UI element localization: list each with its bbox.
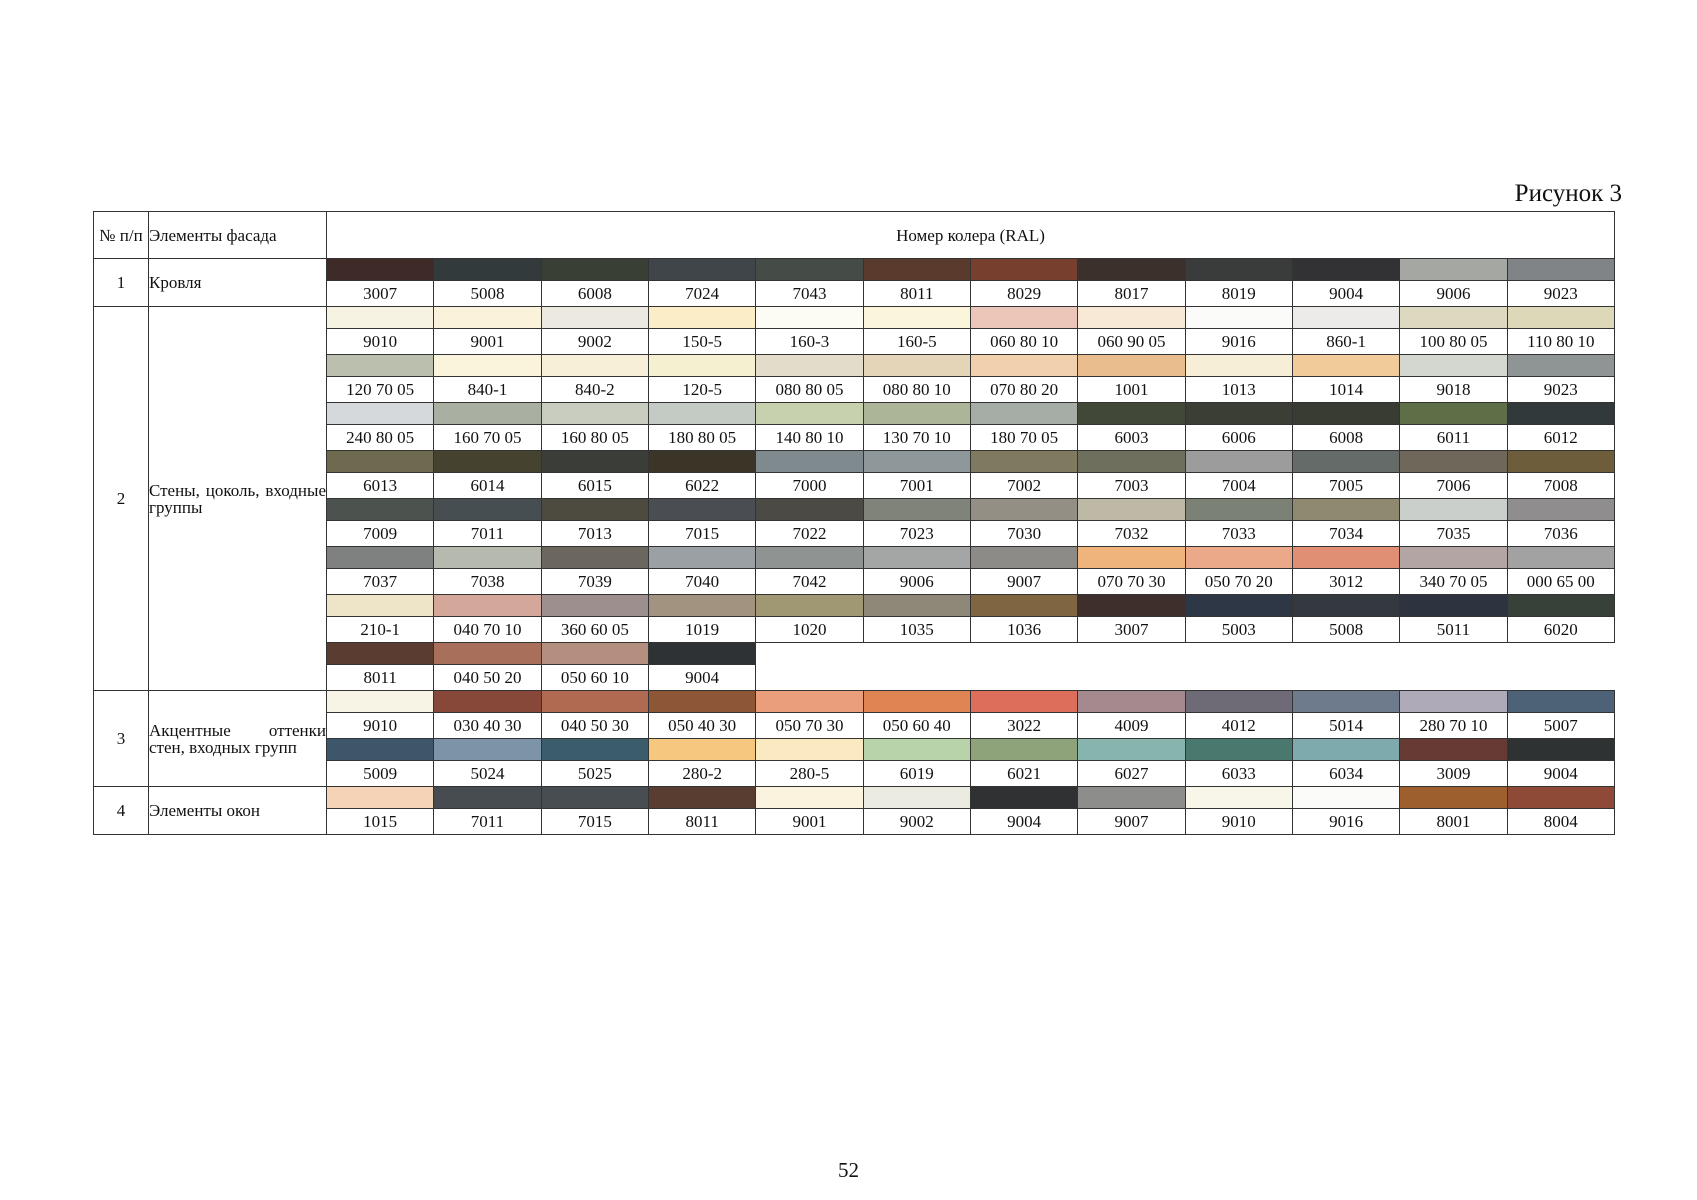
color-swatch: [541, 307, 648, 329]
ral-code: 9002: [541, 329, 648, 355]
ral-code: 5007: [1507, 713, 1614, 739]
ral-code: 7000: [756, 473, 863, 499]
group-number: 4: [94, 787, 149, 835]
color-swatch: [648, 547, 755, 569]
ral-code: 7023: [863, 521, 970, 547]
ral-code: 9010: [327, 713, 434, 739]
ral-code: 4012: [1185, 713, 1292, 739]
color-swatch: [1078, 355, 1185, 377]
ral-code: 280-2: [648, 761, 755, 787]
color-swatch: [434, 547, 541, 569]
ral-code: 6021: [970, 761, 1077, 787]
color-swatch: [434, 691, 541, 713]
color-swatch: [1078, 787, 1185, 809]
color-swatch: [1292, 547, 1399, 569]
ral-code: 5008: [1292, 617, 1399, 643]
color-swatch: [541, 547, 648, 569]
color-swatch: [970, 259, 1077, 281]
color-swatch: [756, 547, 863, 569]
ral-code: 7030: [970, 521, 1077, 547]
color-swatch: [1507, 451, 1614, 473]
color-swatch: [327, 595, 434, 617]
ral-code: 040 50 20: [434, 665, 541, 691]
ral-code: 080 80 10: [863, 377, 970, 403]
ral-code: 7035: [1400, 521, 1507, 547]
color-swatch: [970, 307, 1077, 329]
color-swatch: [1400, 547, 1507, 569]
ral-code: 340 70 05: [1400, 569, 1507, 595]
ral-code: 7003: [1078, 473, 1185, 499]
ral-code: 6020: [1507, 617, 1614, 643]
color-swatch: [1400, 691, 1507, 713]
group-title: Акцентные оттенки стен, входных групп: [149, 691, 327, 787]
color-swatch: [648, 691, 755, 713]
color-swatch: [1292, 787, 1399, 809]
color-swatch: [1400, 403, 1507, 425]
ral-code: 8029: [970, 281, 1077, 307]
color-swatch: [1185, 547, 1292, 569]
ral-code: 4009: [1078, 713, 1185, 739]
color-swatch: [1400, 787, 1507, 809]
color-swatch: [970, 739, 1077, 761]
color-swatch: [541, 451, 648, 473]
color-swatch: [541, 739, 648, 761]
ral-code: 040 70 10: [434, 617, 541, 643]
color-swatch: [1400, 451, 1507, 473]
ral-code: 7022: [756, 521, 863, 547]
swatch-row: [94, 691, 1615, 713]
ral-code: 110 80 10: [1507, 329, 1614, 355]
color-swatch: [863, 259, 970, 281]
ral-code: 180 70 05: [970, 425, 1077, 451]
ral-code: 160 80 05: [541, 425, 648, 451]
ral-code: 7037: [327, 569, 434, 595]
ral-code: 7039: [541, 569, 648, 595]
color-swatch: [756, 403, 863, 425]
color-swatch: [648, 355, 755, 377]
ral-code: 9002: [863, 809, 970, 835]
color-swatch: [863, 547, 970, 569]
ral-code: 5009: [327, 761, 434, 787]
ral-code: 9001: [756, 809, 863, 835]
color-swatch: [1185, 595, 1292, 617]
ral-code: 040 50 30: [541, 713, 648, 739]
ral-code: 240 80 05: [327, 425, 434, 451]
color-swatch: [1400, 739, 1507, 761]
ral-code: 8011: [327, 665, 434, 691]
ral-code: 050 70 20: [1185, 569, 1292, 595]
ral-code: 060 90 05: [1078, 329, 1185, 355]
ral-code: 860-1: [1292, 329, 1399, 355]
color-swatch: [434, 259, 541, 281]
group-title: Кровля: [149, 259, 327, 307]
ral-code: 030 40 30: [434, 713, 541, 739]
color-swatch: [1078, 595, 1185, 617]
ral-code: 6006: [1185, 425, 1292, 451]
color-swatch: [970, 451, 1077, 473]
color-swatch: [756, 691, 863, 713]
color-swatch: [1185, 451, 1292, 473]
group-title: Элементы окон: [149, 787, 327, 835]
ral-code: 9010: [1185, 809, 1292, 835]
color-swatch: [1400, 355, 1507, 377]
ral-code: 7040: [648, 569, 755, 595]
ral-code: 3007: [327, 281, 434, 307]
ral-code: 7001: [863, 473, 970, 499]
header-num: № п/п: [94, 212, 149, 259]
color-swatch: [970, 595, 1077, 617]
color-swatch: [863, 403, 970, 425]
ral-code: 7032: [1078, 521, 1185, 547]
empty-area: [756, 643, 1615, 691]
ral-code: 8017: [1078, 281, 1185, 307]
color-swatch: [541, 595, 648, 617]
ral-code: 9006: [1400, 281, 1507, 307]
color-swatch: [1400, 595, 1507, 617]
figure-label: Рисунок 3: [1514, 180, 1622, 207]
ral-code: 3022: [970, 713, 1077, 739]
color-swatch: [1292, 691, 1399, 713]
ral-code: 3012: [1292, 569, 1399, 595]
swatch-row: [94, 259, 1615, 281]
ral-code: 6034: [1292, 761, 1399, 787]
color-swatch: [327, 355, 434, 377]
color-swatch: [1507, 787, 1614, 809]
color-swatch: [1185, 259, 1292, 281]
ral-code: 140 80 10: [756, 425, 863, 451]
ral-code: 000 65 00: [1507, 569, 1614, 595]
ral-code: 7002: [970, 473, 1077, 499]
color-swatch: [970, 499, 1077, 521]
color-swatch: [1507, 355, 1614, 377]
ral-code: 1001: [1078, 377, 1185, 403]
color-swatch: [756, 499, 863, 521]
color-swatch: [541, 355, 648, 377]
ral-code: 6033: [1185, 761, 1292, 787]
color-swatch: [327, 259, 434, 281]
ral-code: 1036: [970, 617, 1077, 643]
color-swatch: [648, 643, 755, 665]
ral-code: 6013: [327, 473, 434, 499]
color-swatch: [1507, 739, 1614, 761]
color-swatch: [648, 595, 755, 617]
color-palette-table: [93, 211, 1615, 835]
color-swatch: [434, 451, 541, 473]
ral-code: 7011: [434, 521, 541, 547]
ral-code: 280 70 10: [1400, 713, 1507, 739]
color-swatch: [327, 547, 434, 569]
color-swatch: [1292, 451, 1399, 473]
color-swatch: [863, 499, 970, 521]
ral-code: 210-1: [327, 617, 434, 643]
ral-code: 1019: [648, 617, 755, 643]
ral-code: 6008: [1292, 425, 1399, 451]
ral-code: 8019: [1185, 281, 1292, 307]
ral-code: 9004: [970, 809, 1077, 835]
color-swatch: [648, 739, 755, 761]
ral-code: 9004: [1292, 281, 1399, 307]
ral-code: 1020: [756, 617, 863, 643]
group-number: 1: [94, 259, 149, 307]
ral-code: 280-5: [756, 761, 863, 787]
color-swatch: [327, 307, 434, 329]
ral-code: 840-1: [434, 377, 541, 403]
color-swatch: [1507, 499, 1614, 521]
ral-code: 9004: [648, 665, 755, 691]
ral-code: 7006: [1400, 473, 1507, 499]
ral-code: 8004: [1507, 809, 1614, 835]
color-swatch: [1507, 547, 1614, 569]
color-swatch: [1078, 499, 1185, 521]
ral-code: 6008: [541, 281, 648, 307]
color-swatch: [541, 691, 648, 713]
group-number: 3: [94, 691, 149, 787]
color-swatch: [541, 403, 648, 425]
ral-code: 8011: [648, 809, 755, 835]
color-swatch: [863, 451, 970, 473]
color-swatch: [1292, 307, 1399, 329]
color-swatch: [327, 499, 434, 521]
color-swatch: [1185, 739, 1292, 761]
ral-code: 9023: [1507, 377, 1614, 403]
ral-code: 3009: [1400, 761, 1507, 787]
color-swatch: [327, 691, 434, 713]
color-swatch: [970, 787, 1077, 809]
ral-code: 1013: [1185, 377, 1292, 403]
color-swatch: [434, 643, 541, 665]
table-header-row: [94, 212, 1615, 259]
ral-code: 3007: [1078, 617, 1185, 643]
ral-code: 7024: [648, 281, 755, 307]
ral-code: 6027: [1078, 761, 1185, 787]
ral-code: 120 70 05: [327, 377, 434, 403]
color-swatch: [863, 307, 970, 329]
color-swatch: [756, 787, 863, 809]
ral-code: 5003: [1185, 617, 1292, 643]
color-swatch: [1078, 403, 1185, 425]
color-swatch: [756, 739, 863, 761]
ral-code: 7009: [327, 521, 434, 547]
header-ral: Номер колера (RAL): [327, 212, 1615, 259]
ral-code: 050 70 30: [756, 713, 863, 739]
ral-code: 7008: [1507, 473, 1614, 499]
ral-code: 070 70 30: [1078, 569, 1185, 595]
ral-code: 050 40 30: [648, 713, 755, 739]
ral-code: 7004: [1185, 473, 1292, 499]
ral-code: 1014: [1292, 377, 1399, 403]
color-swatch: [1292, 739, 1399, 761]
ral-code: 050 60 40: [863, 713, 970, 739]
color-swatch: [1078, 739, 1185, 761]
ral-code: 7015: [541, 809, 648, 835]
ral-code: 130 70 10: [863, 425, 970, 451]
ral-code: 7015: [648, 521, 755, 547]
color-swatch: [541, 499, 648, 521]
ral-code: 8001: [1400, 809, 1507, 835]
color-swatch: [1292, 355, 1399, 377]
color-swatch: [863, 787, 970, 809]
ral-code: 360 60 05: [541, 617, 648, 643]
color-swatch: [1185, 499, 1292, 521]
ral-code: 9016: [1292, 809, 1399, 835]
ral-code: 060 80 10: [970, 329, 1077, 355]
color-swatch: [863, 355, 970, 377]
color-swatch: [1078, 307, 1185, 329]
ral-code: 9006: [863, 569, 970, 595]
color-swatch: [1400, 499, 1507, 521]
color-swatch: [1292, 499, 1399, 521]
ral-code: 9004: [1507, 761, 1614, 787]
ral-code: 6011: [1400, 425, 1507, 451]
ral-code: 7013: [541, 521, 648, 547]
ral-code: 070 80 20: [970, 377, 1077, 403]
ral-code: 7043: [756, 281, 863, 307]
ral-code: 6022: [648, 473, 755, 499]
group-title: Стены, цоколь, входные группы: [149, 307, 327, 691]
ral-code: 8011: [863, 281, 970, 307]
ral-code: 1015: [327, 809, 434, 835]
ral-code: 160-3: [756, 329, 863, 355]
group-number: 2: [94, 307, 149, 691]
color-swatch: [970, 691, 1077, 713]
color-swatch: [863, 691, 970, 713]
color-swatch: [541, 787, 648, 809]
color-swatch: [434, 595, 541, 617]
ral-code: 5008: [434, 281, 541, 307]
ral-code: 6012: [1507, 425, 1614, 451]
color-swatch: [648, 499, 755, 521]
ral-code: 840-2: [541, 377, 648, 403]
ral-code: 7005: [1292, 473, 1399, 499]
color-swatch: [1507, 691, 1614, 713]
ral-code: 150-5: [648, 329, 755, 355]
ral-code: 5024: [434, 761, 541, 787]
color-swatch: [434, 787, 541, 809]
color-swatch: [1292, 259, 1399, 281]
color-swatch: [327, 451, 434, 473]
color-swatch: [756, 259, 863, 281]
ral-code: 160-5: [863, 329, 970, 355]
color-swatch: [756, 451, 863, 473]
color-swatch: [541, 259, 648, 281]
color-swatch: [756, 307, 863, 329]
color-swatch: [1400, 307, 1507, 329]
color-swatch: [434, 403, 541, 425]
color-swatch: [1078, 547, 1185, 569]
color-swatch: [863, 595, 970, 617]
color-swatch: [434, 355, 541, 377]
ral-code: 6015: [541, 473, 648, 499]
color-swatch: [648, 787, 755, 809]
color-swatch: [1078, 451, 1185, 473]
color-swatch: [1507, 595, 1614, 617]
color-swatch: [1185, 355, 1292, 377]
color-swatch: [648, 259, 755, 281]
color-swatch: [970, 547, 1077, 569]
ral-code: 7038: [434, 569, 541, 595]
color-swatch: [1185, 787, 1292, 809]
color-swatch: [1078, 259, 1185, 281]
ral-code: 160 70 05: [434, 425, 541, 451]
color-swatch: [970, 355, 1077, 377]
ral-code: 5025: [541, 761, 648, 787]
color-swatch: [327, 643, 434, 665]
color-swatch: [1292, 403, 1399, 425]
ral-code: 7033: [1185, 521, 1292, 547]
ral-code: 9001: [434, 329, 541, 355]
color-swatch: [1400, 259, 1507, 281]
color-swatch: [1185, 691, 1292, 713]
color-swatch: [434, 307, 541, 329]
ral-code: 180 80 05: [648, 425, 755, 451]
color-swatch: [648, 403, 755, 425]
swatch-row: [94, 307, 1615, 329]
color-swatch: [327, 403, 434, 425]
ral-code: 6019: [863, 761, 970, 787]
ral-code: 7042: [756, 569, 863, 595]
color-swatch: [756, 355, 863, 377]
page-number: 52: [838, 1158, 859, 1182]
color-swatch: [863, 739, 970, 761]
color-swatch: [1185, 403, 1292, 425]
color-swatch: [1507, 259, 1614, 281]
ral-code: 7011: [434, 809, 541, 835]
color-swatch: [1507, 403, 1614, 425]
ral-code: 7036: [1507, 521, 1614, 547]
color-swatch: [327, 739, 434, 761]
ral-code: 9007: [1078, 809, 1185, 835]
ral-code: 080 80 05: [756, 377, 863, 403]
color-swatch: [434, 739, 541, 761]
ral-code: 9010: [327, 329, 434, 355]
ral-code: 9018: [1400, 377, 1507, 403]
color-swatch: [327, 787, 434, 809]
color-swatch: [434, 499, 541, 521]
ral-code: 6003: [1078, 425, 1185, 451]
color-swatch: [541, 643, 648, 665]
ral-code: 120-5: [648, 377, 755, 403]
swatch-row: [94, 787, 1615, 809]
color-swatch: [1292, 595, 1399, 617]
ral-code: 1035: [863, 617, 970, 643]
ral-code: 9007: [970, 569, 1077, 595]
color-swatch: [1185, 307, 1292, 329]
ral-code: 050 60 10: [541, 665, 648, 691]
color-swatch: [1507, 307, 1614, 329]
ral-code: 6014: [434, 473, 541, 499]
color-swatch: [1078, 691, 1185, 713]
ral-code: 9016: [1185, 329, 1292, 355]
color-swatch: [970, 403, 1077, 425]
ral-code: 5014: [1292, 713, 1399, 739]
ral-code: 100 80 05: [1400, 329, 1507, 355]
header-element: Элементы фасада: [149, 212, 327, 259]
ral-code: 5011: [1400, 617, 1507, 643]
ral-code: 7034: [1292, 521, 1399, 547]
ral-code: 9023: [1507, 281, 1614, 307]
color-swatch: [648, 307, 755, 329]
color-swatch: [648, 451, 755, 473]
color-swatch: [756, 595, 863, 617]
